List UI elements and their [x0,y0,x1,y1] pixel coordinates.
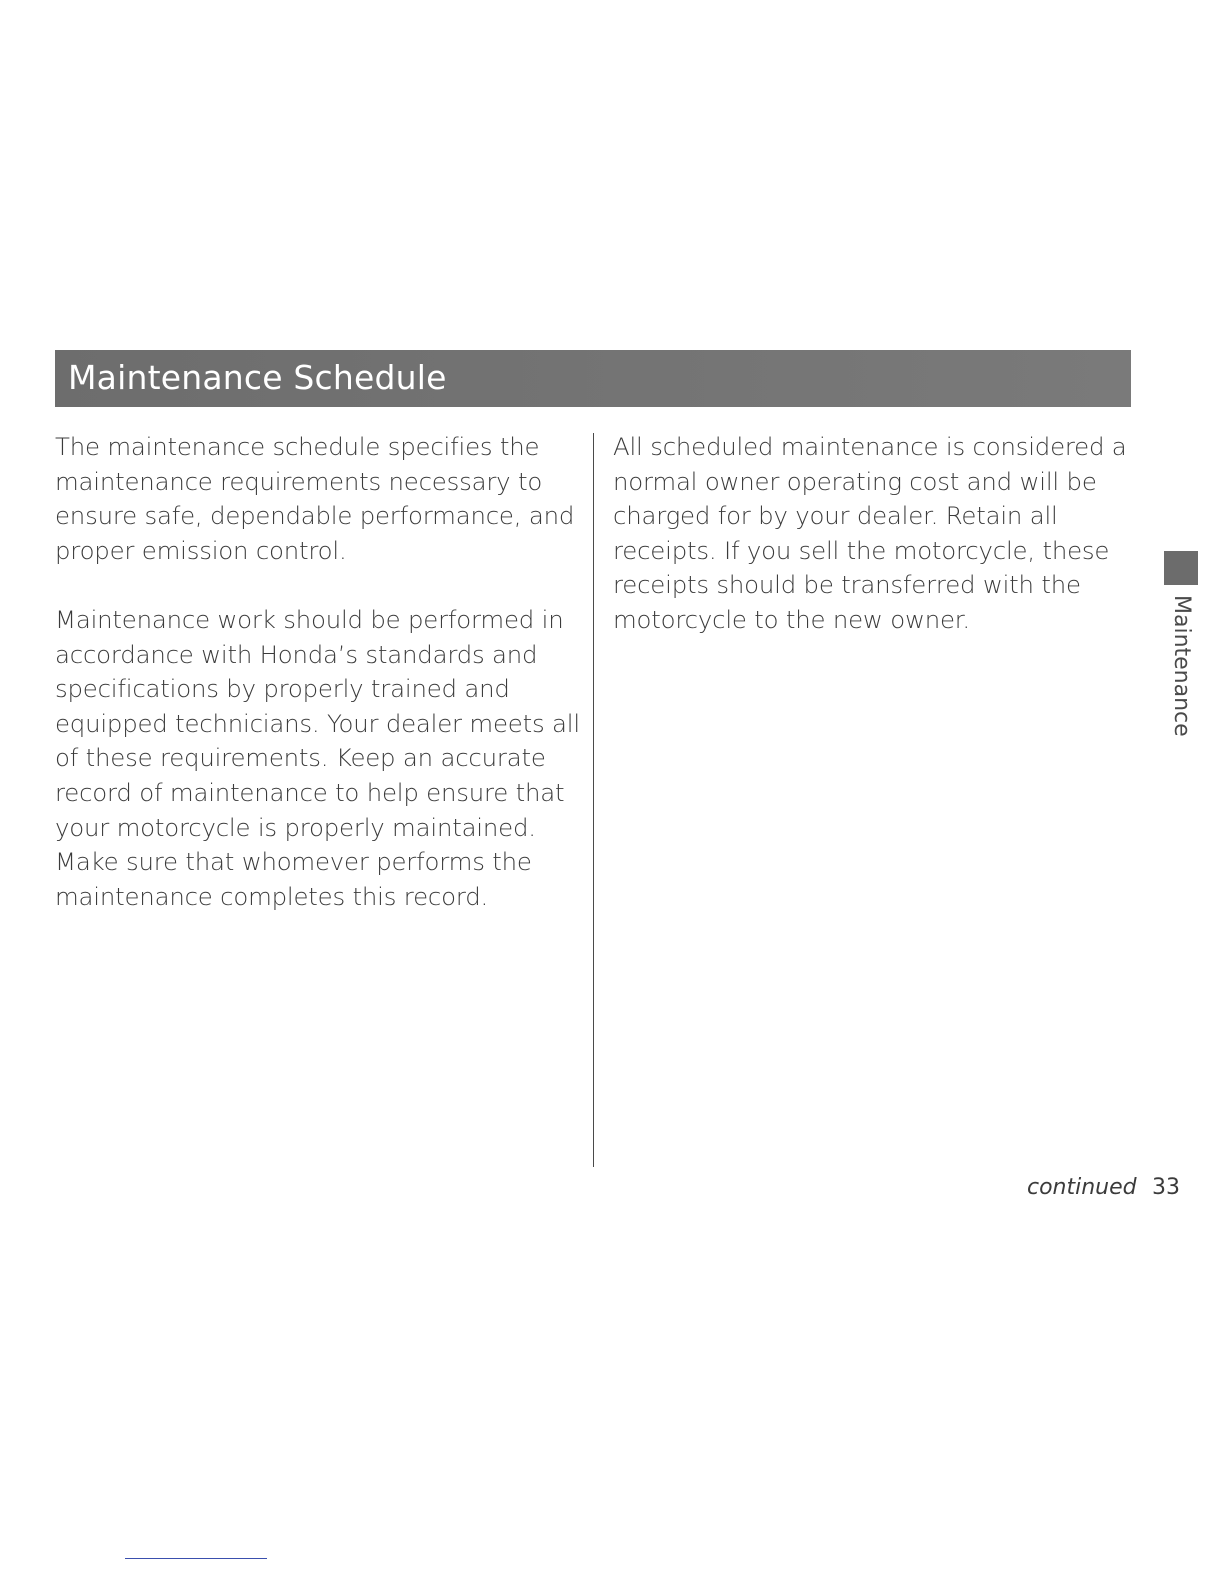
right-column [613,430,1133,638]
bottom-rule [125,1558,267,1559]
text-line: proper emission control. [55,535,347,565]
section-tab-label: Maintenance [1169,595,1194,737]
intro-paragraph [55,430,575,568]
paragraph-gap [55,568,575,603]
text-line: receipts. If you sell the motorcycle, these [613,535,1110,565]
text-line: your motorcycle is properly maintained. [55,812,536,842]
text-line: accordance with Honda’s standards and [55,639,538,669]
text-line: normal owner operating cost and will be [613,466,1097,496]
section-tab-marker [1164,551,1198,585]
cost-paragraph [613,430,1133,638]
text-line: Maintenance work should be performed in [55,604,564,634]
text-line: record of maintenance to help ensure that [55,777,565,807]
left-column [55,430,580,914]
text-line: ensure safe, dependable performance, and [55,501,575,531]
text-line: of these requirements. Keep an accurate [55,743,546,773]
text-line: maintenance requirements necessary to [55,466,543,496]
page-number: 33 [1152,1175,1180,1200]
text-line: The maintenance schedule specifies the [55,432,540,461]
page-title: Maintenance Schedule [68,358,447,397]
text-line: motorcycle to the new owner. [613,604,970,634]
section-title-bar [55,350,1131,407]
text-line: equipped technicians. Your dealer meets all [55,708,580,738]
text-line: charged for by your dealer. Retain all [613,501,1058,531]
text-line: All scheduled maintenance is considered a [613,432,1127,461]
text-line: maintenance completes this record. [55,881,489,911]
text-line: Make sure that whomever performs the [55,847,532,877]
text-line: receipts should be transferred with the [613,570,1081,600]
column-divider [593,433,594,1167]
continued-label: continued [1027,1175,1137,1200]
text-line: specifications by properly trained and [55,674,510,704]
maintenance-work-paragraph [55,603,580,914]
